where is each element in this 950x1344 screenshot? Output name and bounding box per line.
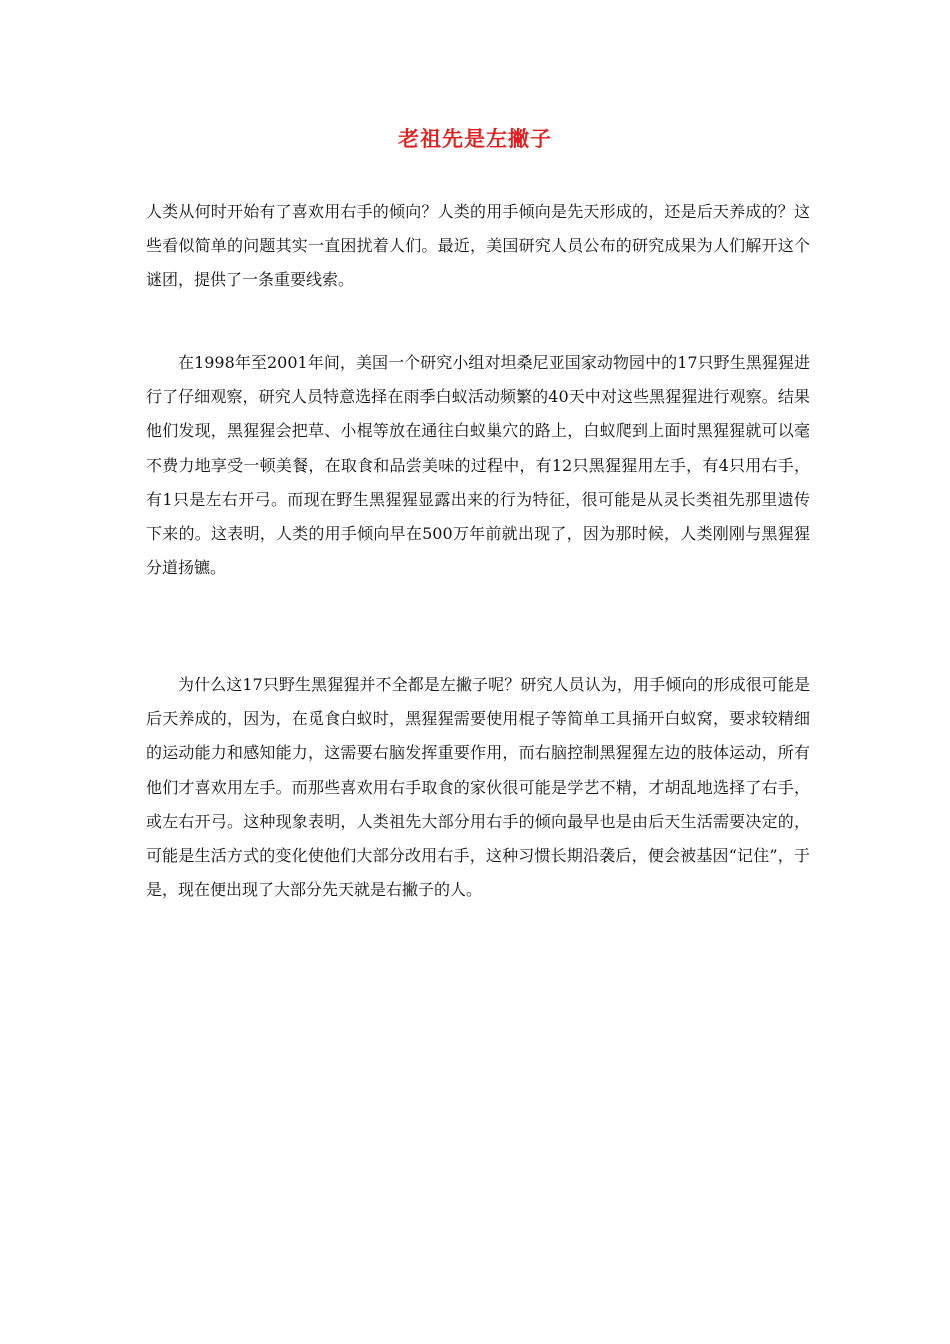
paragraph-2: 在1998年至2001年间，美国一个研究小组对坦桑尼亚国家动物园中的17只野生黑猩猩进行了仔细观察，研究人员特意选择在雨季白蚁活动频繁的40天中对这些黑猩猩进行观察。结果他们发现，黑猩猩会把草、小棍等放在通往白蚁巢穴的路上，白蚁爬到上面时黑猩猩就可以毫不费力地享受一顿美餐，在取食和品尝美味的过程中，有12只黑猩猩用左手，有4只用右手，有1只是左右开弓。而现在野生黑猩猩显露出来的行为特征，很可能是从灵长类祖先那里遗传下来的。这表明，人类的用手倾向早在500万年前就出现了，因为那时候，人类刚刚与黑猩猩分道扬镳。 bbox=[146, 353, 810, 578]
paragraph-3: 为什么这17只野生黑猩猩并不全都是左撇子呢？研究人员认为，用手倾向的形成很可能是后天养成的，因为，在觅食白蚁时，黑猩猩需要使用棍子等简单工具捅开白蚁窝，要求较精细的运动能力和感知能力，这需要右脑发挥重要作用，而右脑控制黑猩猩左边的肢体运动，所有他们才喜欢用左手。而那些喜欢用右手取食的家伙很可能是学艺不精，才胡乱地选择了右手，或左右开弓。这种现象表明，人类祖先大部分用右手的倾向最早也是由后天生活需要决定的，可能是生活方式的变化使他们大部分改用右手，这种习惯长期沿袭后，便会被基因“记住”，于是，现在便出现了大部分先天就是右撇子的人。 bbox=[146, 675, 810, 900]
document-title: 老祖先是左撇子 bbox=[398, 127, 552, 151]
paragraph-1: 人类从何时开始有了喜欢用右手的倾向？人类的用手倾向是先天形成的，还是后天养成的？这些看似简单的问题其实一直困扰着人们。最近，美国研究人员公布的研究成果为人们解开这个谜团，提供了一条重要线索。 bbox=[146, 202, 810, 290]
